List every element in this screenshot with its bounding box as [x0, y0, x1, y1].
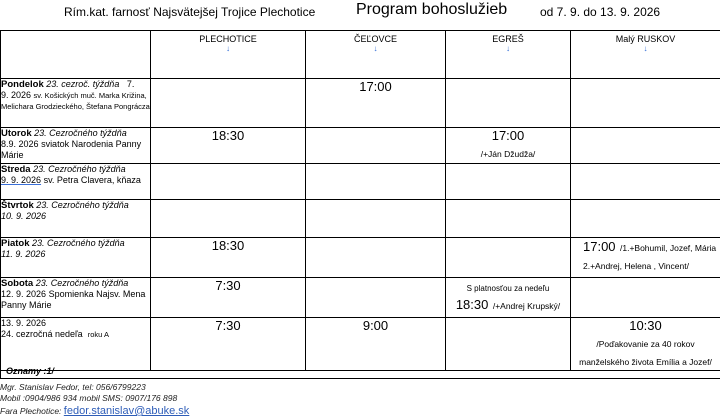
time-cell: S platnosťou za nedeľu 18:30 /+Andrej Krupský/ [446, 278, 571, 318]
time-cell [306, 128, 446, 164]
time-cell [306, 200, 446, 238]
time-cell: 17:00 /+Ján Džudža/ [446, 128, 571, 164]
time-cell: 17:00 /1.+Bohumil, Jozef, Mária 2.+Andrej, Helena , Vincent/ [571, 238, 720, 278]
arrow-down-icon: ↓ [226, 44, 230, 53]
time-cell [446, 318, 571, 371]
column-header-egres: EGREŠ ↓ [446, 31, 571, 79]
time-cell [571, 128, 720, 164]
time-cell [306, 238, 446, 278]
footer-phone-line: Mobil :0904/986 934 mobil SMS: 0907/176 898 [0, 393, 178, 403]
footer-contact-line: Mgr. Stanislav Fedor, tel: 056/6799223 [0, 382, 146, 392]
table-row [1, 278, 720, 318]
table-row [1, 318, 720, 371]
time-cell: 7:30 [151, 278, 306, 318]
arrow-down-icon: ↓ [643, 44, 648, 53]
column-header-plechotice: PLECHOTICE ↓ [151, 31, 306, 79]
time-cell [306, 278, 446, 318]
day-cell: Utorok 23. Cezročného týždňa 8.9. 2026 sviatok Narodenia Panny Márie [1, 128, 151, 164]
time-cell [446, 200, 571, 238]
time-cell [151, 79, 306, 128]
table-row [1, 164, 720, 200]
parish-name: Rím.kat. farnosť Najsvätejšej Trojice Plechotice [64, 5, 316, 19]
time-cell [571, 278, 720, 318]
announcements-row: Oznamy :1/ [0, 366, 720, 379]
time-cell [151, 164, 306, 200]
arrow-down-icon: ↓ [373, 44, 378, 53]
day-cell: Sobota 23. Cezročného týždňa 12. 9. 2026 Spomienka Najsv. Mena Panny Márie [1, 278, 151, 318]
time-cell: 18:30 [151, 128, 306, 164]
day-cell: 13. 9. 2026 24. cezročná nedeľa roku A [1, 318, 151, 371]
column-header-celovce: ČEĽOVCE ↓ [306, 31, 446, 79]
table-row [1, 128, 720, 164]
time-cell [306, 164, 446, 200]
email-link[interactable]: fedor.stanislav@abuke.sk [63, 405, 190, 417]
time-cell [571, 200, 720, 238]
time-cell: 18:30 [151, 238, 306, 278]
date-range: od 7. 9. do 13. 9. 2026 [540, 5, 661, 19]
program-title: Program bohoslužieb [356, 1, 508, 18]
time-cell [446, 238, 571, 278]
table-row [1, 200, 720, 238]
time-cell [446, 164, 571, 200]
time-cell: 9:00 [306, 318, 446, 371]
document-header [0, 0, 720, 26]
day-cell: Pondelok 23. cezroč. týždňa 7. 9. 2026 sv. Košických muč. Marka Križina, Melichara Grodzieckého, Štefana Pongrácza [1, 79, 151, 128]
time-cell: 17:00 [306, 79, 446, 128]
time-cell [151, 200, 306, 238]
time-cell [571, 79, 720, 128]
table-row [1, 79, 720, 128]
time-cell [446, 79, 571, 128]
time-cell [571, 164, 720, 200]
time-cell: 7:30 [151, 318, 306, 371]
header-row [1, 31, 720, 79]
day-cell: Streda 23. Cezročného týždňa 9. 9. 2026 sv. Petra Clavera, kňaza [1, 164, 151, 200]
column-header-ruskov: Malý RUSKOV ↓ [571, 31, 720, 79]
table-row [1, 238, 720, 278]
day-cell: Štvrtok 23. Cezročného týždňa 10. 9. 2026 [1, 200, 151, 238]
arrow-down-icon: ↓ [506, 44, 510, 53]
footer-email-line: Fara Plechotice: fedor.stanislav@abuke.sk [0, 405, 190, 417]
schedule-table [0, 30, 720, 371]
day-cell: Piatok 23. Cezročného týždňa 11. 9. 2026 [1, 238, 151, 278]
corner-cell [1, 31, 151, 79]
time-cell: 10:30 /Poďakovanie za 40 rokov manželského života Emília a Jozef/ [571, 318, 720, 371]
